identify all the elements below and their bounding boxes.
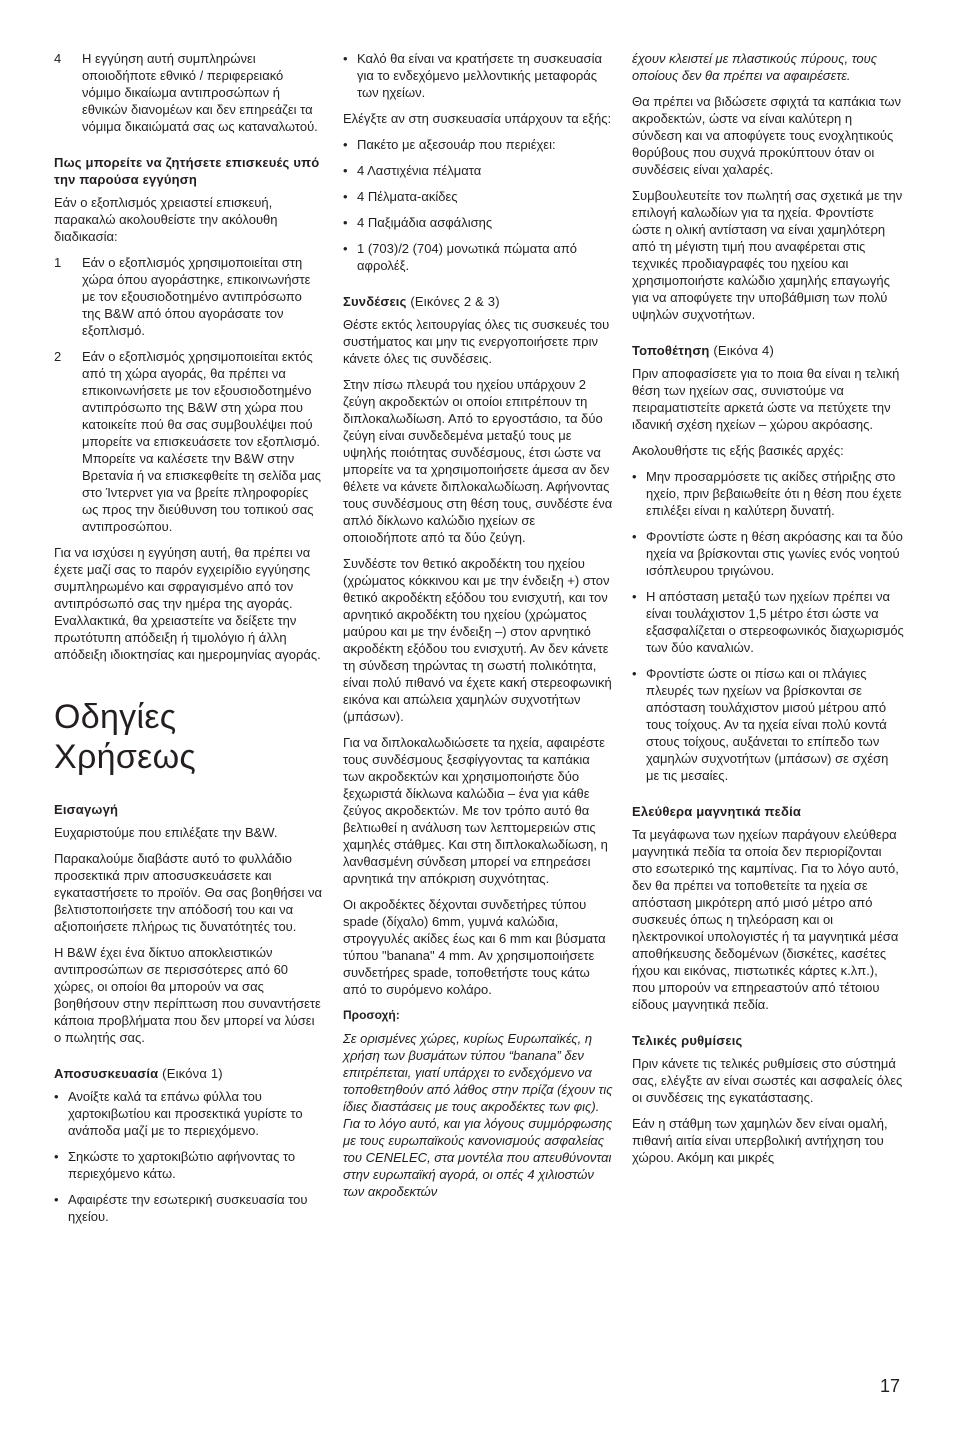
- bullet: •: [343, 137, 348, 152]
- check-intro: Ελέγξτε αν στη συσκευασία υπάρχουν τα εξής:: [343, 111, 612, 126]
- list-item-text: Πακέτο με αξεσουάρ που περιέχει:: [357, 137, 556, 152]
- intro-paragraph-1: Ευχαριστούμε που επιλέξατε την B&W.: [54, 825, 278, 840]
- list-item-text: 4 Παξιμάδια ασφάλισης: [357, 215, 493, 230]
- warranty-item-4: [54, 50, 324, 135]
- list-item-text: 4 Λαστιχένια πέλματα: [357, 163, 482, 178]
- cables-paragraph: Συμβουλευτείτε τον πωλητή σας σχετικά με την επιλογή καλωδίων για τα ηχεία. Φροντίστε ώστε η ολική αντίσταση να είναι χαμηλότερη από τη μέγιστη τιμή που αναφέρεται στις τεχνικές προδιαγραφές του ηχείου και χρησιμοποιήστε καλώδιο χαμηλής επαγωγής για να αποφύγετε την υποβάθμιση των πολύ υψηλών συχνοτήτων.: [632, 188, 903, 322]
- list-item-text: Ανοίξτε καλά τα επάνω φύλλα του χαρτοκιβωτίου και προσεκτικά γυρίστε το ανάποδα μαζί με το περιεχόμενο.: [68, 1089, 303, 1138]
- list-item: [54, 1148, 324, 1182]
- list-item-text: Φροντίστε ώστε η θέση ακρόασης και τα δύο ηχεία να βρίσκονται στις γωνίες ενός νοητού ισόπλευρου τριγώνου.: [646, 529, 903, 578]
- bullet: •: [632, 589, 637, 604]
- column-1: [54, 50, 324, 1234]
- column-2: [343, 50, 613, 1209]
- item-number: 2: [54, 349, 62, 364]
- connections-paragraph-2: Στην πίσω πλευρά του ηχείου υπάρχουν 2 ζεύγη ακροδεκτών οι οποίοι επιτρέπουν τη διπλοκαλωδίωση. Από το εργοστάσιο, τα δύο ζεύγη είναι συνδεδεμένα μεταξύ τους με υψηλής ποιότητας συνδέσμους, έτσι ώστε να μπορείτε να τα χρησιμοποιήσετε άμεσα αν δεν θέλετε να κάνετε διπλοκαλωδίωση. Αφήνοντας τους συνδέσμους στη θέση τους, συνδέστε ένα απλό δίκλωνο καλώδιο ηχείων σε οποιοδήποτε από τα δύο ζεύγη.: [343, 377, 613, 545]
- final-adjustments-heading: Τελικές ρυθμίσεις: [632, 1033, 743, 1048]
- list-item: [632, 588, 904, 656]
- positioning-paragraph-2: Ακολουθήστε τις εξής βασικές αρχές:: [632, 443, 844, 458]
- list-item-text: Καλό θα είναι να κρατήσετε τη συσκευασία για το ενδεχόμενο μελλοντικής μεταφοράς των ηχείων.: [357, 51, 602, 100]
- bullet: •: [343, 241, 348, 256]
- list-item-text: Αφαιρέστε την εσωτερική συσκευασία του ηχείου.: [68, 1192, 308, 1224]
- list-item-text: 4 Πέλματα-ακίδες: [357, 189, 458, 204]
- list-item: [632, 528, 904, 579]
- list-item-text: Μην προσαρμόσετε τις ακίδες στήριξης στο ηχείο, πριν βεβαιωθείτε ότι η θέση που έχετε επιλέξει είναι η καλύτερη δυνατή.: [646, 469, 902, 518]
- unpack-figure-ref: (Εικόνα 1): [162, 1066, 223, 1081]
- list-item-text: Φροντίστε ώστε οι πίσω και οι πλάγιες πλευρές των ηχείων να βρίσκονται σε απόσταση τουλάχιστον μισού μέτρου από τους τοίχους. Αν τα ηχεία είναι πολύ κοντά στους τοίχους, αυξάνεται το επίπεδο των χαμηλών συχνοτήτων (μπάσων) σε σχέση με τις μεσαίες.: [646, 666, 889, 783]
- list-item-text: Η απόσταση μεταξύ των ηχείων πρέπει να είναι τουλάχιστον 1,5 μέτρο έτσι ώστε να εξασφαλίζεται ο στερεοφωνικός διαχωρισμός των δύο καναλιών.: [646, 589, 904, 655]
- list-item: [54, 1191, 324, 1225]
- bullet: •: [343, 163, 348, 178]
- list-item: [343, 214, 613, 231]
- connections-paragraph-4: Για να διπλοκαλωδιώσετε τα ηχεία, αφαιρέστε τους συνδέσμους ξεσφίγγοντας τα καπάκια των ακροδεκτών και χρησιμοποιήστε δύο ξεχωριστά δίκλωνα καλώδια – ένα για κάθε ζεύγος ακροδεκτών. Με τον τρόπο αυτό θα βελτιωθεί η ανάλυση των λεπτομερειών στις χαμηλές στάθμες. Και στη διπλοκαλωδίωση, η λανθασμένη σύνδεση μπορεί να επηρεάσει αρνητικά την απόκριση συχνότητας.: [343, 735, 608, 886]
- manual-title: Οδηγίες Χρήσεως: [54, 698, 197, 776]
- final-paragraph-1: Πριν κάνετε τις τελικές ρυθμίσεις στο σύστημά σας, ελέγξτε αν είναι σωστές και ασφαλείς όλες οι συνδέσεις της εγκατάστασης.: [632, 1056, 903, 1105]
- item-text: Εάν ο εξοπλισμός χρησιμοποιείται εκτός από τη χώρα αγοράς, θα πρέπει να επικοινωνήσετε με τον εξουσιοδοτημένο αντιπρόσωπο της B&W στη χώρα που κατοικείτε πού θα σας συμβουλέψει πού μπορείτε να επισκευάσετε τον εξοπλισμό. Μπορείτε να καλέσετε την B&W στην Βρετανία ή να επισκεφθείτε τη σελίδα μας στο Ίντερνετ για να βρείτε πληροφορίες ως προς την διεύθυνση του τοπικού σας αντιπροσώπου.: [82, 349, 321, 534]
- item-text: Η εγγύηση αυτή συμπληρώνει οποιοδήποτε εθνικό / περιφερειακό νόμιμο δικαίωμα αντιπροσώπων ή εθνικών διανομέων και δεν επηρεάζει τα νόμιμα δικαιώματά σας ως καταναλωτού.: [82, 51, 318, 134]
- list-item: [343, 162, 613, 179]
- bullet: •: [54, 1192, 59, 1207]
- list-item: [343, 188, 613, 205]
- list-item: [632, 665, 904, 784]
- positioning-paragraph-1: Πριν αποφασίσετε για το ποια θα είναι η τελική θέση των ηχείων σας, συνιστούμε να πειραματιστείτε αρκετά ώστε να πετύχετε την ιδανική σχέση ηχείων – χώρου ακρόασης.: [632, 366, 900, 432]
- note-text: Σε ορισμένες χώρες, κυρίως Ευρωπαϊκές, η χρήση των βυσμάτων τύπου “banana” δεν επιτρέπεται, γιατί υπάρχει το ενδεχόμενο να τοποθετηθούν από λάθος στην πρίζα (έχουν τις ίδιες διαστάσεις με τους ακροδέκτες των φις). Για το λόγο αυτό, και για λόγους συμμόρφωσης με τους ευρωπαϊκούς κανονισμούς ασφαλείας του CENELEC, στα μοντέλα που απευθύνονται στην ευρωπαϊκή αγορά, οι οπές 4 χιλιοστών των ακροδεκτών: [343, 1031, 613, 1199]
- note-title: Προσοχή:: [343, 1008, 400, 1022]
- item-text: Εάν ο εξοπλισμός χρησιμοποιείται στη χώρα όπου αγοράστηκε, επικοινωνήστε με τον εξουσιοδοτημένο αντιπρόσωπο της B&W από όπου αγοράσατε τον εξοπλισμό.: [82, 255, 311, 338]
- column-3: [632, 50, 904, 1175]
- unpack-heading-text: Αποσυσκευασία: [54, 1066, 159, 1081]
- list-item: [632, 468, 904, 519]
- bullet: •: [54, 1089, 59, 1104]
- magnetic-heading: Ελεύθερα μαγνητικά πεδία: [632, 804, 802, 819]
- note-continued: έχουν κλειστεί με πλαστικούς πύρους, τους οποίους δεν θα πρέπει να αφαιρέσετε.: [632, 51, 878, 83]
- bullet: •: [632, 529, 637, 544]
- connections-figure-ref: (Εικόνες 2 & 3): [410, 294, 500, 309]
- connections-paragraph-5: Οι ακροδέκτες δέχονται συνδετήρες τύπου spade (δίχαλο) 6mm, γυμνά καλώδια, στρογγυλές ακίδες έως και 6 mm και βύσματα τύπου "banana" 4 mm. Αν χρησιμοποιήσετε συνδετήρες spade, τοποθετήστε τους κάτω από το συρόμενο κολάρο.: [343, 897, 606, 997]
- list-item: [343, 50, 613, 101]
- bullet: •: [343, 189, 348, 204]
- positioning-heading: [632, 342, 904, 359]
- list-item: [343, 136, 613, 153]
- bullet: •: [343, 215, 348, 230]
- list-item-text: 1 (703)/2 (704) μονωτικά πώματα από αφρολέξ.: [357, 241, 578, 273]
- list-item-text: Σηκώστε το χαρτοκιβώτιο αφήνοντας το περιεχόμενο κάτω.: [68, 1149, 296, 1181]
- intro-heading: Εισαγωγή: [54, 802, 119, 817]
- positioning-heading-text: Τοποθέτηση: [632, 343, 710, 358]
- connections-heading-text: Συνδέσεις: [343, 294, 407, 309]
- unpack-heading: [54, 1065, 324, 1082]
- bullet: •: [343, 51, 348, 66]
- validity-paragraph: Για να ισχύσει η εγγύηση αυτή, θα πρέπει να έχετε μαζί σας το παρόν εγχειρίδιο εγγύησης συμπληρωμένο και σφραγισμένο από τον αντιπρόσωπό σας την ημέρα της αγοράς. Εναλλακτικά, θα χρειαστείτε να δείξετε την πρωτότυπη απόδειξη ή τιμολόγιο ή άλλη απόδειξη ιδιοκτησίας και ημερομηνίας αγοράς.: [54, 545, 321, 662]
- intro-paragraph-3: Η B&W έχει ένα δίκτυο αποκλειστικών αντιπροσώπων σε περισσότερες από 60 χώρες, οι οποίοι θα μπορούν να σας βοηθήσουν στην περίπτωση που συναντήσετε κάποια προβλήματα που δεν μπορεί να λύσει ο πωλητής σας.: [54, 945, 321, 1045]
- item-number: 1: [54, 255, 62, 270]
- positioning-figure-ref: (Εικόνα 4): [713, 343, 775, 358]
- terminals-paragraph: Θα πρέπει να βιδώσετε σφιχτά τα καπάκια των ακροδεκτών, ώστε να είναι καλύτερη η σύνδεση και να αποφύγετε τους ενοχλητικούς θορύβους που συχνά προκύπτουν όταν οι συνδέσεις είναι χαλαρές.: [632, 94, 902, 177]
- intro-paragraph-2: Παρακαλούμε διαβάστε αυτό το φυλλάδιο προσεκτικά πριν αποσυσκευάσετε και εγκαταστήσετε το προϊόν. Θα σας βοηθήσει να βελτιστοποιήσετε την απόδοσή του και να αξιοποιήσετε πλήρως τις δυνατότητές του.: [54, 851, 322, 934]
- repair-item-2: [54, 348, 324, 535]
- connections-heading: [343, 293, 613, 310]
- list-item: [54, 1088, 324, 1139]
- item-number: 4: [54, 51, 62, 66]
- repair-heading: Πως μπορείτε να ζητήσετε επισκευές υπό την παρούσα εγγύηση: [54, 155, 320, 187]
- bullet: •: [632, 666, 637, 681]
- magnetic-paragraph: Τα μεγάφωνα των ηχείων παράγουν ελεύθερα μαγνητικά πεδία τα οποία δεν περιορίζονται στο εσωτερικό της καμπίνας. Για το λόγο αυτό, δεν θα πρέπει να τοποθετείτε τα ηχεία σε απόσταση μικρότερη από μισό μέτρο από συσκευές όπως η τηλεόραση και οι ηλεκτρονικοί υπολογιστές ή τα μαγνητικά μέσα αποθήκευσης δεδομένων (δισκέτες, κασέτες ήχου και εικόνας, πιστωτικές κάρτες κ.λπ.), που μπορούν να επηρεαστούν από τέτοιου είδους μαγνητικά πεδία.: [632, 827, 899, 1012]
- page-number: 17: [879, 1376, 900, 1396]
- bullet: •: [54, 1149, 59, 1164]
- connections-paragraph-1: Θέστε εκτός λειτουργίας όλες τις συσκευές του συστήματος και μην τις ενεργοποιήσετε πριν κάνετε όλες τις συνδέσεις.: [343, 317, 610, 366]
- bullet: •: [632, 469, 637, 484]
- connections-paragraph-3: Συνδέστε τον θετικό ακροδέκτη του ηχείου (χρώματος κόκκινου και με την ένδειξη +) στον θετικό ακροδέκτη εξόδου του ενισχυτή, και τον αρνητικό ακροδέκτη του ηχείου (χρώματος μαύρου και με την ένδειξη –) στον αρνητικό ακροδέκτη εξόδου του ενισχυτή. Αν δεν κάνετε τη σύνδεση τηρώντας τη σωστή πολικότητα, είναι πολύ πιθανό να έχετε κακή στερεοφωνική εικόνα και απώλεια χαμηλών συχνοτήτων (μπάσων).: [343, 556, 612, 724]
- list-item: [343, 240, 613, 274]
- final-paragraph-2: Εάν η στάθμη των χαμηλών δεν είναι ομαλή, πιθανή αιτία είναι υπερβολική αντήχηση του χώρου. Ακόμη και μικρές: [632, 1116, 888, 1165]
- repair-item-1: [54, 254, 324, 339]
- repair-intro: Εάν ο εξοπλισμός χρειαστεί επισκευή, παρακαλώ ακολουθείστε την ακόλουθη διαδικασία:: [54, 195, 278, 244]
